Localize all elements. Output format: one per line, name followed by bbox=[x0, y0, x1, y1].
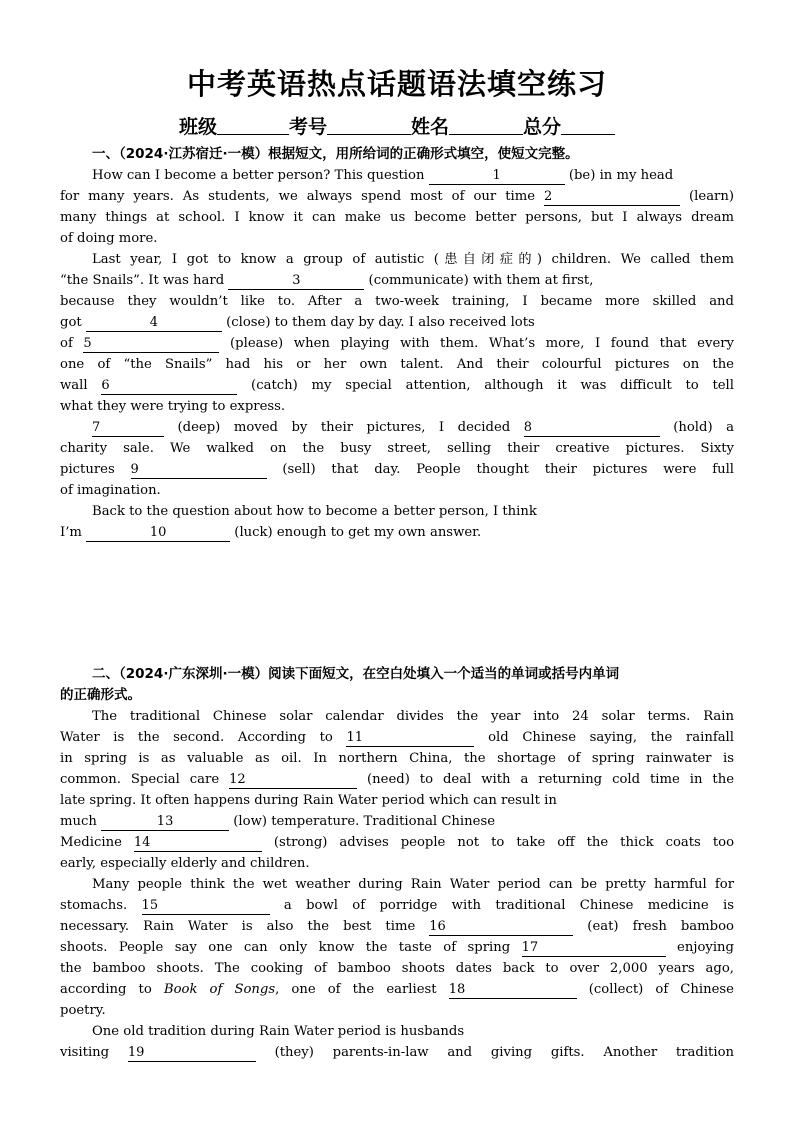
answer-blank-10[interactable]: 10 bbox=[86, 524, 230, 542]
answer-blank-2[interactable]: 2 bbox=[544, 188, 680, 206]
answer-blank-9[interactable]: 9 bbox=[131, 461, 267, 479]
answer-blank-7[interactable]: 7 bbox=[92, 419, 164, 437]
passage-line: late spring. It often happens during Rain Water period which can result in bbox=[60, 793, 557, 808]
answer-blank-18[interactable]: 18 bbox=[449, 981, 577, 999]
passage-line: shoots. People say one can only know the taste of spring 17 enjoying bbox=[60, 940, 734, 955]
passage-line: one of “the Snails” had his or her own talent. And their colourful pictures on the bbox=[60, 357, 734, 372]
passage-line: How can I become a better person? This question 1 (be) in my head bbox=[92, 168, 674, 183]
passage-line: the bamboo shoots. The cooking of bamboo shoots dates back to over 2,000 years ago, bbox=[60, 961, 734, 976]
passage-line: “the Snails”. It was hard 3 (communicate) with them at first, bbox=[60, 273, 594, 288]
answer-blank-5[interactable]: 5 bbox=[83, 335, 219, 353]
passage-line: necessary. Rain Water is also the best time 16 (eat) fresh bamboo bbox=[60, 919, 734, 934]
answer-blank-19[interactable]: 19 bbox=[128, 1044, 256, 1062]
passage-line: according to Book of Songs, one of the earliest 18 (collect) of Chinese bbox=[60, 982, 734, 997]
answer-blank-6[interactable]: 6 bbox=[101, 377, 237, 395]
answer-blank-11[interactable]: 11 bbox=[346, 729, 474, 747]
section1-heading: 一、（2024·江苏宿迁·一模）根据短文，用所给词的正确形式填空，使短文完整。 bbox=[92, 146, 579, 162]
passage-line: pictures 9 (sell) that day. People thought their pictures were full bbox=[60, 462, 735, 477]
passage-line: many things at school. I know it can make us become better persons, but I always dream bbox=[60, 210, 734, 225]
book-title: Book of Songs bbox=[163, 982, 276, 997]
name-blank[interactable] bbox=[449, 116, 523, 135]
passage-line: Water is the second. According to 11 old Chinese saying, the rainfall bbox=[60, 730, 734, 745]
passage-line: in spring is as valuable as oil. In northern China, the shortage of spring rainwater is bbox=[60, 751, 734, 766]
answer-blank-8[interactable]: 8 bbox=[524, 419, 660, 437]
passage-line: The traditional Chinese solar calendar divides the year into 24 solar terms. Rain bbox=[92, 709, 734, 724]
passage-line: early, especially elderly and children. bbox=[60, 856, 310, 871]
passage-line: charity sale. We walked on the busy street, selling their creative pictures. Sixty bbox=[60, 441, 734, 456]
answer-blank-16[interactable]: 16 bbox=[429, 918, 573, 936]
answer-blank-4[interactable]: 4 bbox=[86, 314, 222, 332]
class-blank[interactable] bbox=[217, 116, 289, 135]
student-info-line bbox=[0, 112, 794, 139]
passage-line: common. Special care 12 (need) to deal with a returning cold time in the bbox=[60, 772, 734, 787]
answer-blank-1[interactable]: 1 bbox=[429, 167, 565, 185]
class-label: 班级 bbox=[178, 116, 217, 138]
answer-blank-17[interactable]: 17 bbox=[522, 939, 666, 957]
page-title: 中考英语热点话题语法填空练习 bbox=[186, 67, 607, 101]
passage-line: Many people think the wet weather during Rain Water period can be pretty harmful for bbox=[92, 877, 734, 892]
score-blank[interactable] bbox=[561, 116, 615, 135]
passage-line: One old tradition during Rain Water period is husbands bbox=[92, 1024, 465, 1039]
passage-line: of doing more. bbox=[60, 231, 158, 246]
passage-line: of imagination. bbox=[60, 483, 161, 498]
passage-line: poetry. bbox=[60, 1003, 106, 1018]
answer-blank-13[interactable]: 13 bbox=[101, 813, 229, 831]
answer-blank-14[interactable]: 14 bbox=[134, 834, 262, 852]
number-label: 考号 bbox=[288, 116, 327, 138]
section2-heading-cont: 的正确形式。 bbox=[60, 687, 141, 703]
passage-line: Back to the question about how to become a better person, I think bbox=[92, 504, 537, 519]
passage-line: Last year, I got to know a group of autistic (患自闭症的) children. We called them bbox=[92, 252, 734, 267]
passage-line: because they wouldn’t like to. After a two-week training, I became more skilled and bbox=[60, 294, 734, 309]
answer-blank-3[interactable]: 3 bbox=[228, 272, 364, 290]
answer-blank-12[interactable]: 12 bbox=[229, 771, 357, 789]
passage-line: wall 6 (catch) my special attention, although it was difficult to tell bbox=[60, 378, 734, 393]
passage-line: visiting 19 (they) parents-in-law and giving gifts. Another tradition bbox=[60, 1045, 734, 1060]
passage-line: for many years. As students, we always spend most of our time 2 (learn) bbox=[60, 189, 734, 204]
passage-line: I’m 10 (luck) enough to get my own answer. bbox=[60, 525, 482, 540]
section2-heading: 二、（2024·广东深圳·一模）阅读下面短文，在空白处填入一个适当的单词或括号内单词 bbox=[92, 666, 620, 682]
passage-line: what they were trying to express. bbox=[60, 399, 286, 414]
number-blank[interactable] bbox=[327, 116, 411, 135]
name-label: 姓名 bbox=[411, 116, 450, 138]
passage-line: Medicine 14 (strong) advises people not to take off the thick coats too bbox=[60, 835, 735, 850]
passage-line: of 5 (please) when playing with them. What’s more, I found that every bbox=[60, 336, 734, 351]
answer-blank-15[interactable]: 15 bbox=[142, 897, 270, 915]
score-label: 总分 bbox=[523, 116, 562, 138]
passage-line: stomachs. 15 a bowl of porridge with traditional Chinese medicine is bbox=[60, 898, 734, 913]
passage-line: much 13 (low) temperature. Traditional Chinese bbox=[60, 814, 496, 829]
passage-line: got 4 (close) to them day by day. I also received lots bbox=[60, 315, 535, 330]
passage-line: 7 (deep) moved by their pictures, I decided 8 (hold) a bbox=[92, 420, 734, 435]
